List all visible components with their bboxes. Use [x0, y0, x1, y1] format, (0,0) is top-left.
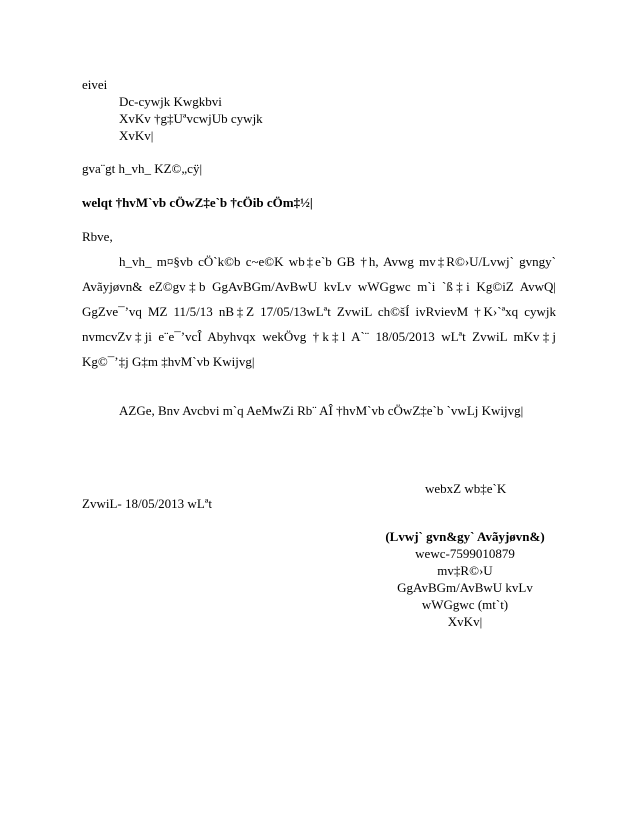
via-line: gva¨gt h_vh_ KZ©„cÿ| [82, 161, 203, 176]
signatory-office: wWGgwc (mt`t) [421, 597, 509, 612]
body-line-3: GgZve¯’vq MZ 11/5/13 nB‡Z 17/05/13wLªt ZvwiL ch©šÍ ivRvievM †K›`ªxq cywjk [82, 304, 556, 319]
date-line: ZvwiL- 18/05/2013 wLªt [82, 496, 212, 511]
addressee-line-1: Dc-cywjk Kwgkbvi [119, 94, 222, 109]
closing-request: AZGe, Bnv Avcbvi m`q AeMwZi Rb¨ AÎ †hvM`vb cÖwZ‡e`b `vwLj Kwijvg| [119, 403, 524, 418]
addressee-line-2: XvKv †g‡UªvcwjUb cywjk [119, 111, 263, 126]
signatory-name: (Lvwj` gvn&gy` Avãyjøvn&) [385, 529, 545, 544]
body-line-4: nvmcvZv‡ji e¨e¯’vcÎ Abyhvqx wekÖvg †k‡l A`¨ 18/05/2013 wLªt ZvwiL mKv‡j [82, 329, 556, 344]
valediction: webxZ wb‡e`K [425, 481, 507, 496]
body-line-5: Kg©¯’‡j G‡m ‡hvM`vb Kwijvg| [82, 354, 255, 369]
signatory-city: XvKv| [447, 614, 483, 629]
signatory-id: wewc-7599010879 [415, 546, 515, 561]
recipient-to: eivei [82, 77, 108, 92]
signatory-branch: GgAvBGm/AvBwU kvLv [397, 580, 533, 595]
addressee-line-3: XvKv| [119, 128, 154, 143]
subject-line: welqt †hvM`vb cÖwZ‡e`b †cÖib cÖm‡½| [82, 195, 313, 210]
signatory-rank: mv‡R©›U [437, 563, 493, 578]
body-line-1: h_vh_ m¤§vb cÖ`k©b c~e©K wb‡e`b GB †h, Avwg mv‡R©›U/Lvwj` gvngy` [119, 254, 556, 269]
salutation: Rbve, [82, 229, 113, 244]
body-line-2: Avãyjøvn& eZ©gv‡b GgAvBGm/AvBwU kvLv wWGgwc m`i `ß‡i Kg©iZ AvwQ| [82, 279, 556, 294]
